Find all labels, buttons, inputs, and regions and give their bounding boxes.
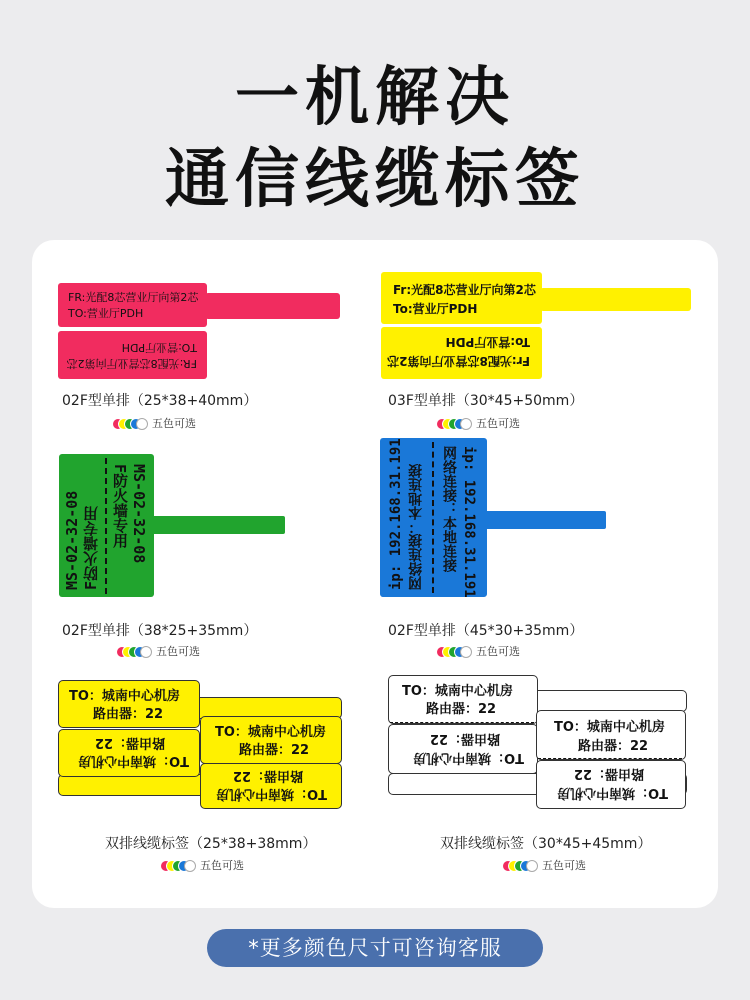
color-dots-4 (436, 646, 470, 656)
label-green-col2-line2: F防火墙专用 (111, 464, 129, 549)
label-6-rb-line1: TO：城南中心机房 (557, 785, 668, 800)
label-blue-tail (484, 511, 606, 529)
caption-label-5: 双排线缆标签（25*38+38mm） (105, 836, 317, 852)
label-5-lb-line2: 路由器：22 (94, 735, 165, 750)
label-green-col1-line1: MS-02-32-08 (63, 490, 81, 590)
label-6-lb-line1: TO：城南中心机房 (413, 750, 524, 765)
headline-line-2: 通信线缆标签 (165, 143, 585, 217)
label-5-rb-line2: 路由器：22 (232, 768, 303, 783)
label-6-left-top (388, 675, 538, 724)
label-5-rb-line1: TO：城南中心机房 (216, 786, 327, 801)
color-dots-1 (112, 418, 146, 428)
label-pink-flip-line1: FR:光配8芯营业厅向第2芯 (66, 357, 197, 370)
label-6-rt-line1: TO：城南中心机房 (554, 720, 665, 735)
label-yellow-flip-line1: Fr:光配8芯营业厅向第2芯 (387, 354, 530, 368)
consult-service-banner[interactable]: *更多颜色尺寸可咨询客服 (207, 929, 543, 967)
label-5-left-bottom (58, 729, 200, 777)
label-blue-col2-line2: 网络连接：本地连接 (441, 446, 457, 572)
label-yellow-line1: Fr:光配8芯营业厅向第2芯 (393, 283, 536, 297)
label-5-right-bottom (200, 763, 342, 809)
label-6-lt-line1: TO：城南中心机房 (402, 684, 513, 699)
label-5-lt-line2: 路由器：22 (93, 707, 164, 722)
swatch-row-4 (436, 643, 520, 659)
dot-white (136, 418, 148, 430)
label-5-lb-line1: TO：城南中心机房 (78, 753, 189, 768)
caption-label-6: 双排线缆标签（30*45+45mm） (440, 836, 652, 852)
swatch-row-5 (160, 857, 244, 873)
caption-label-3: 02F型单排（38*25+35mm） (62, 623, 258, 639)
label-5-right-top (200, 716, 342, 764)
label-6-right-top (536, 710, 686, 760)
label-yellow-bottom (381, 327, 542, 379)
label-yellow-flip-line2: To:营业厅PDH (445, 335, 530, 349)
swatch-row-3 (116, 643, 200, 659)
swatch-row-6 (502, 857, 586, 873)
swatch-row-1 (112, 415, 196, 431)
label-yellow-top (381, 272, 542, 324)
label-6-lb-line2: 路由器：22 (429, 731, 500, 746)
label-6-left-bottom (388, 724, 538, 774)
label-green-col1 (63, 462, 101, 590)
label-green-col2-line1: MS-02-32-08 (130, 464, 148, 564)
label-blue-col1 (386, 438, 426, 590)
label-pink-flip-line2: TO:营业厅PDH (121, 341, 197, 354)
label-pink-line1: FR:光配8芯营业厅向第2芯 (68, 291, 199, 304)
label-green-fold-line (105, 458, 107, 594)
label-pink-tail (205, 293, 340, 319)
color-dots-5 (160, 860, 194, 870)
label-5-left-top (58, 680, 200, 728)
label-yellow-line2: To:营业厅PDH (393, 302, 478, 316)
color-dots-6 (502, 860, 536, 870)
color-note-4: 五色可选 (476, 645, 520, 658)
label-6-rt-line2: 路由器：22 (578, 739, 649, 754)
label-yellow-tail (540, 288, 691, 311)
color-note-2: 五色可选 (476, 417, 520, 430)
label-5-rt-line2: 路由器：22 (239, 743, 310, 758)
label-pink-bottom (58, 331, 207, 379)
label-6-lt-line2: 路由器：22 (426, 702, 497, 717)
label-6-right-bottom (536, 760, 686, 809)
label-blue-fold-line (432, 442, 434, 593)
label-6-fold-left (390, 722, 534, 723)
color-dots-2 (436, 418, 470, 428)
color-note-5: 五色可选 (200, 859, 244, 872)
label-blue-col1-line1: ip: 192.168.31.191 (388, 438, 404, 590)
label-blue-col2 (439, 446, 479, 598)
caption-label-4: 02F型单排（45*30+35mm） (388, 623, 584, 639)
color-dots-3 (116, 646, 150, 656)
label-blue-col1-line2: 网络连接：本地连接 (408, 464, 424, 590)
label-green-tail (152, 516, 285, 534)
label-6-fold-right (538, 758, 682, 759)
label-5-rt-line1: TO：城南中心机房 (215, 725, 326, 740)
headline-line-1: 一机解决 (235, 61, 515, 135)
color-note-1: 五色可选 (152, 417, 196, 430)
label-blue-col2-line1: ip: 192.168.31.191 (461, 446, 477, 598)
label-green-col2 (110, 464, 148, 592)
label-green-col1-line2: F防火墙专用 (82, 505, 100, 590)
color-note-3: 五色可选 (156, 645, 200, 658)
color-note-6: 五色可选 (542, 859, 586, 872)
label-5-lt-line1: TO：城南中心机房 (69, 689, 180, 704)
label-pink-line2: TO:营业厅PDH (68, 307, 144, 320)
label-pink-top (58, 283, 207, 327)
caption-label-1: 02F型单排（25*38+40mm） (62, 393, 258, 409)
swatch-row-2 (436, 415, 520, 431)
caption-label-2: 03F型单排（30*45+50mm） (388, 393, 584, 409)
label-6-rb-line2: 路由器：22 (573, 766, 644, 781)
